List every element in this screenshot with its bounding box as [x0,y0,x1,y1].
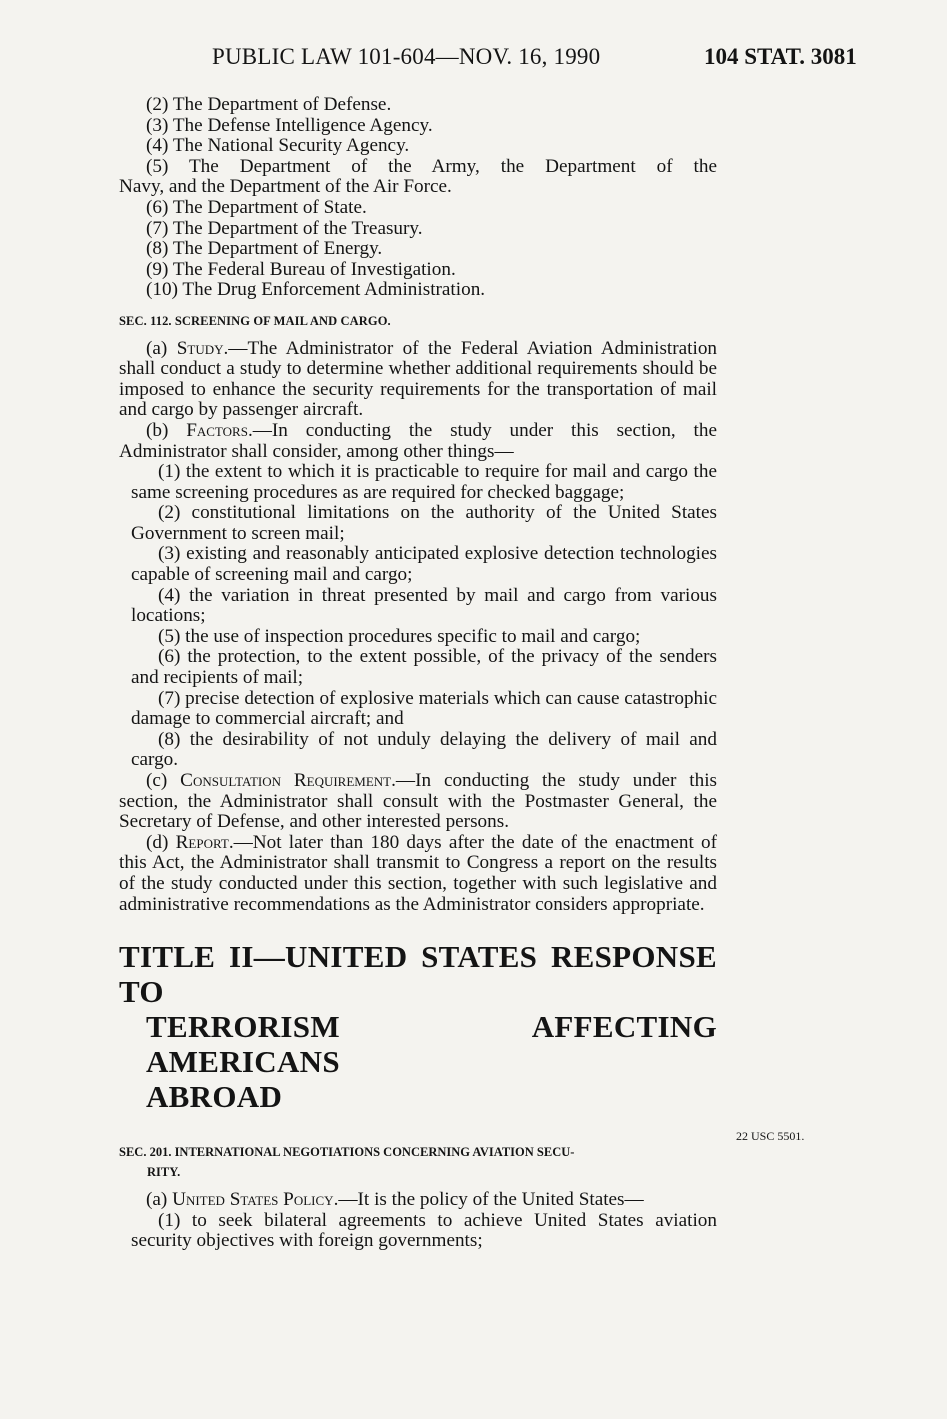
section-heading: SEC. 112. SCREENING OF MAIL AND CARGO. [119,313,391,328]
subsection-a [119,1190,717,1211]
section-heading-line: SEC. 201. INTERNATIONAL NEGOTIATIONS CONCERNING AVIATION SECU- [119,1145,575,1160]
list-item: (1) the extent to which it is practicable to require for mail and cargo the same screening procedures as are required for checked baggage; [131,461,717,503]
title-heading [119,939,717,1114]
subsection-c [119,771,717,833]
list-item: (5) the use of inspection procedures specific to mail and cargo; [158,625,641,647]
subsection-label: (b) [146,419,187,441]
subsection-title: United States Policy [172,1189,334,1211]
title-line: TITLE II—UNITED STATES RESPONSE TO [119,939,717,1010]
subsection-b [119,421,717,462]
running-head: PUBLIC LAW 101-604—NOV. 16, 1990 [212,44,601,69]
subsection-title: Consultation Requirement [180,770,392,791]
list-item: (6) The Department of State. [146,196,367,218]
list-item: (7) precise detection of explosive materials which can cause catastrophic damage to commercial aircraft; and [131,687,717,730]
subsection-label: (a) [146,337,177,359]
list-item: (8) the desirability of not unduly delaying the delivery of mail and cargo. [131,728,717,771]
list-item: (2) The Department of Defense. [146,94,392,115]
list-item: (8) The Department of Energy. [146,238,383,260]
list-item: (2) constitutional limitations on the authority of the United States Government to screen mail; [131,502,717,544]
title-line: TERRORISM AFFECTING AMERICANS [146,1009,717,1080]
list-item: (3) The Defense Intelligence Agency. [146,114,433,136]
policy-list [119,1211,717,1252]
subsection-title: Report [175,831,229,853]
subsection-text: .—Not later than 180 days after the date of the enactment of this Act, the Administrator shall transmit to Congress a report on the results of the study conducted under this section, together with such legislative and administrative recommendations as the Administrator considers appropriate. [119,831,718,915]
list-item: (3) existing and reasonably anticipated explosive detection technologies capable of screening mail and cargo; [131,543,717,586]
list-item: (1) to seek bilateral agreements to achieve United States aviation security objectives with foreign governments; [131,1209,717,1252]
subsection-label: (d) [146,831,176,853]
list-item: (6) the protection, to the extent possible, of the privacy of the senders and recipients of mail; [131,646,717,689]
section-heading-line: RITY. [147,1165,181,1180]
list-item: (4) The National Security Agency. [146,135,410,157]
section-heading [119,1142,717,1182]
subsection-label: (c) [146,770,181,791]
subsection-text: .—The Administrator of the Federal Aviation Administration shall conduct a study to determine whether additional requirements should be imposed to enhance the security requirements for the transportation of mail and cargo by passenger aircraft. [119,337,718,421]
subsection-d [119,833,717,915]
page-header [0,44,947,80]
list-item: (7) The Department of the Treasury. [146,217,423,239]
subsection-title: Study [176,337,224,359]
agency-list [119,95,717,301]
margin-citation: 22 USC 5501. [736,1129,805,1143]
subsection-text: .—In conducting the study under this section, the Administrator shall consult with the Postmaster General, the Secretary of Defense, and other interested persons. [119,770,718,833]
subsection-text: .—In conducting the study under this section, the Administrator shall consider, among other things— [119,419,717,462]
stat-citation: 104 STAT. 3081 [704,44,857,69]
subsection-label: (a) [146,1189,173,1211]
list-item: (4) the variation in threat presented by mail and cargo from various locations; [131,584,717,627]
body-text [119,95,717,1252]
factor-list [119,462,717,771]
subsection-text: .—It is the policy of the United States— [333,1189,644,1211]
title-line: ABROAD [146,1079,283,1115]
subsection-a [119,339,717,421]
list-item: (10) The Drug Enforcement Administration. [146,279,486,301]
list-item: (9) The Federal Bureau of Investigation. [146,258,456,280]
list-item-continuation: Navy, and the Department of the Air Force. [119,176,452,198]
subsection-title: Factors [186,419,248,441]
list-item: (5) The Department of the Army, the Department of the [146,155,717,177]
